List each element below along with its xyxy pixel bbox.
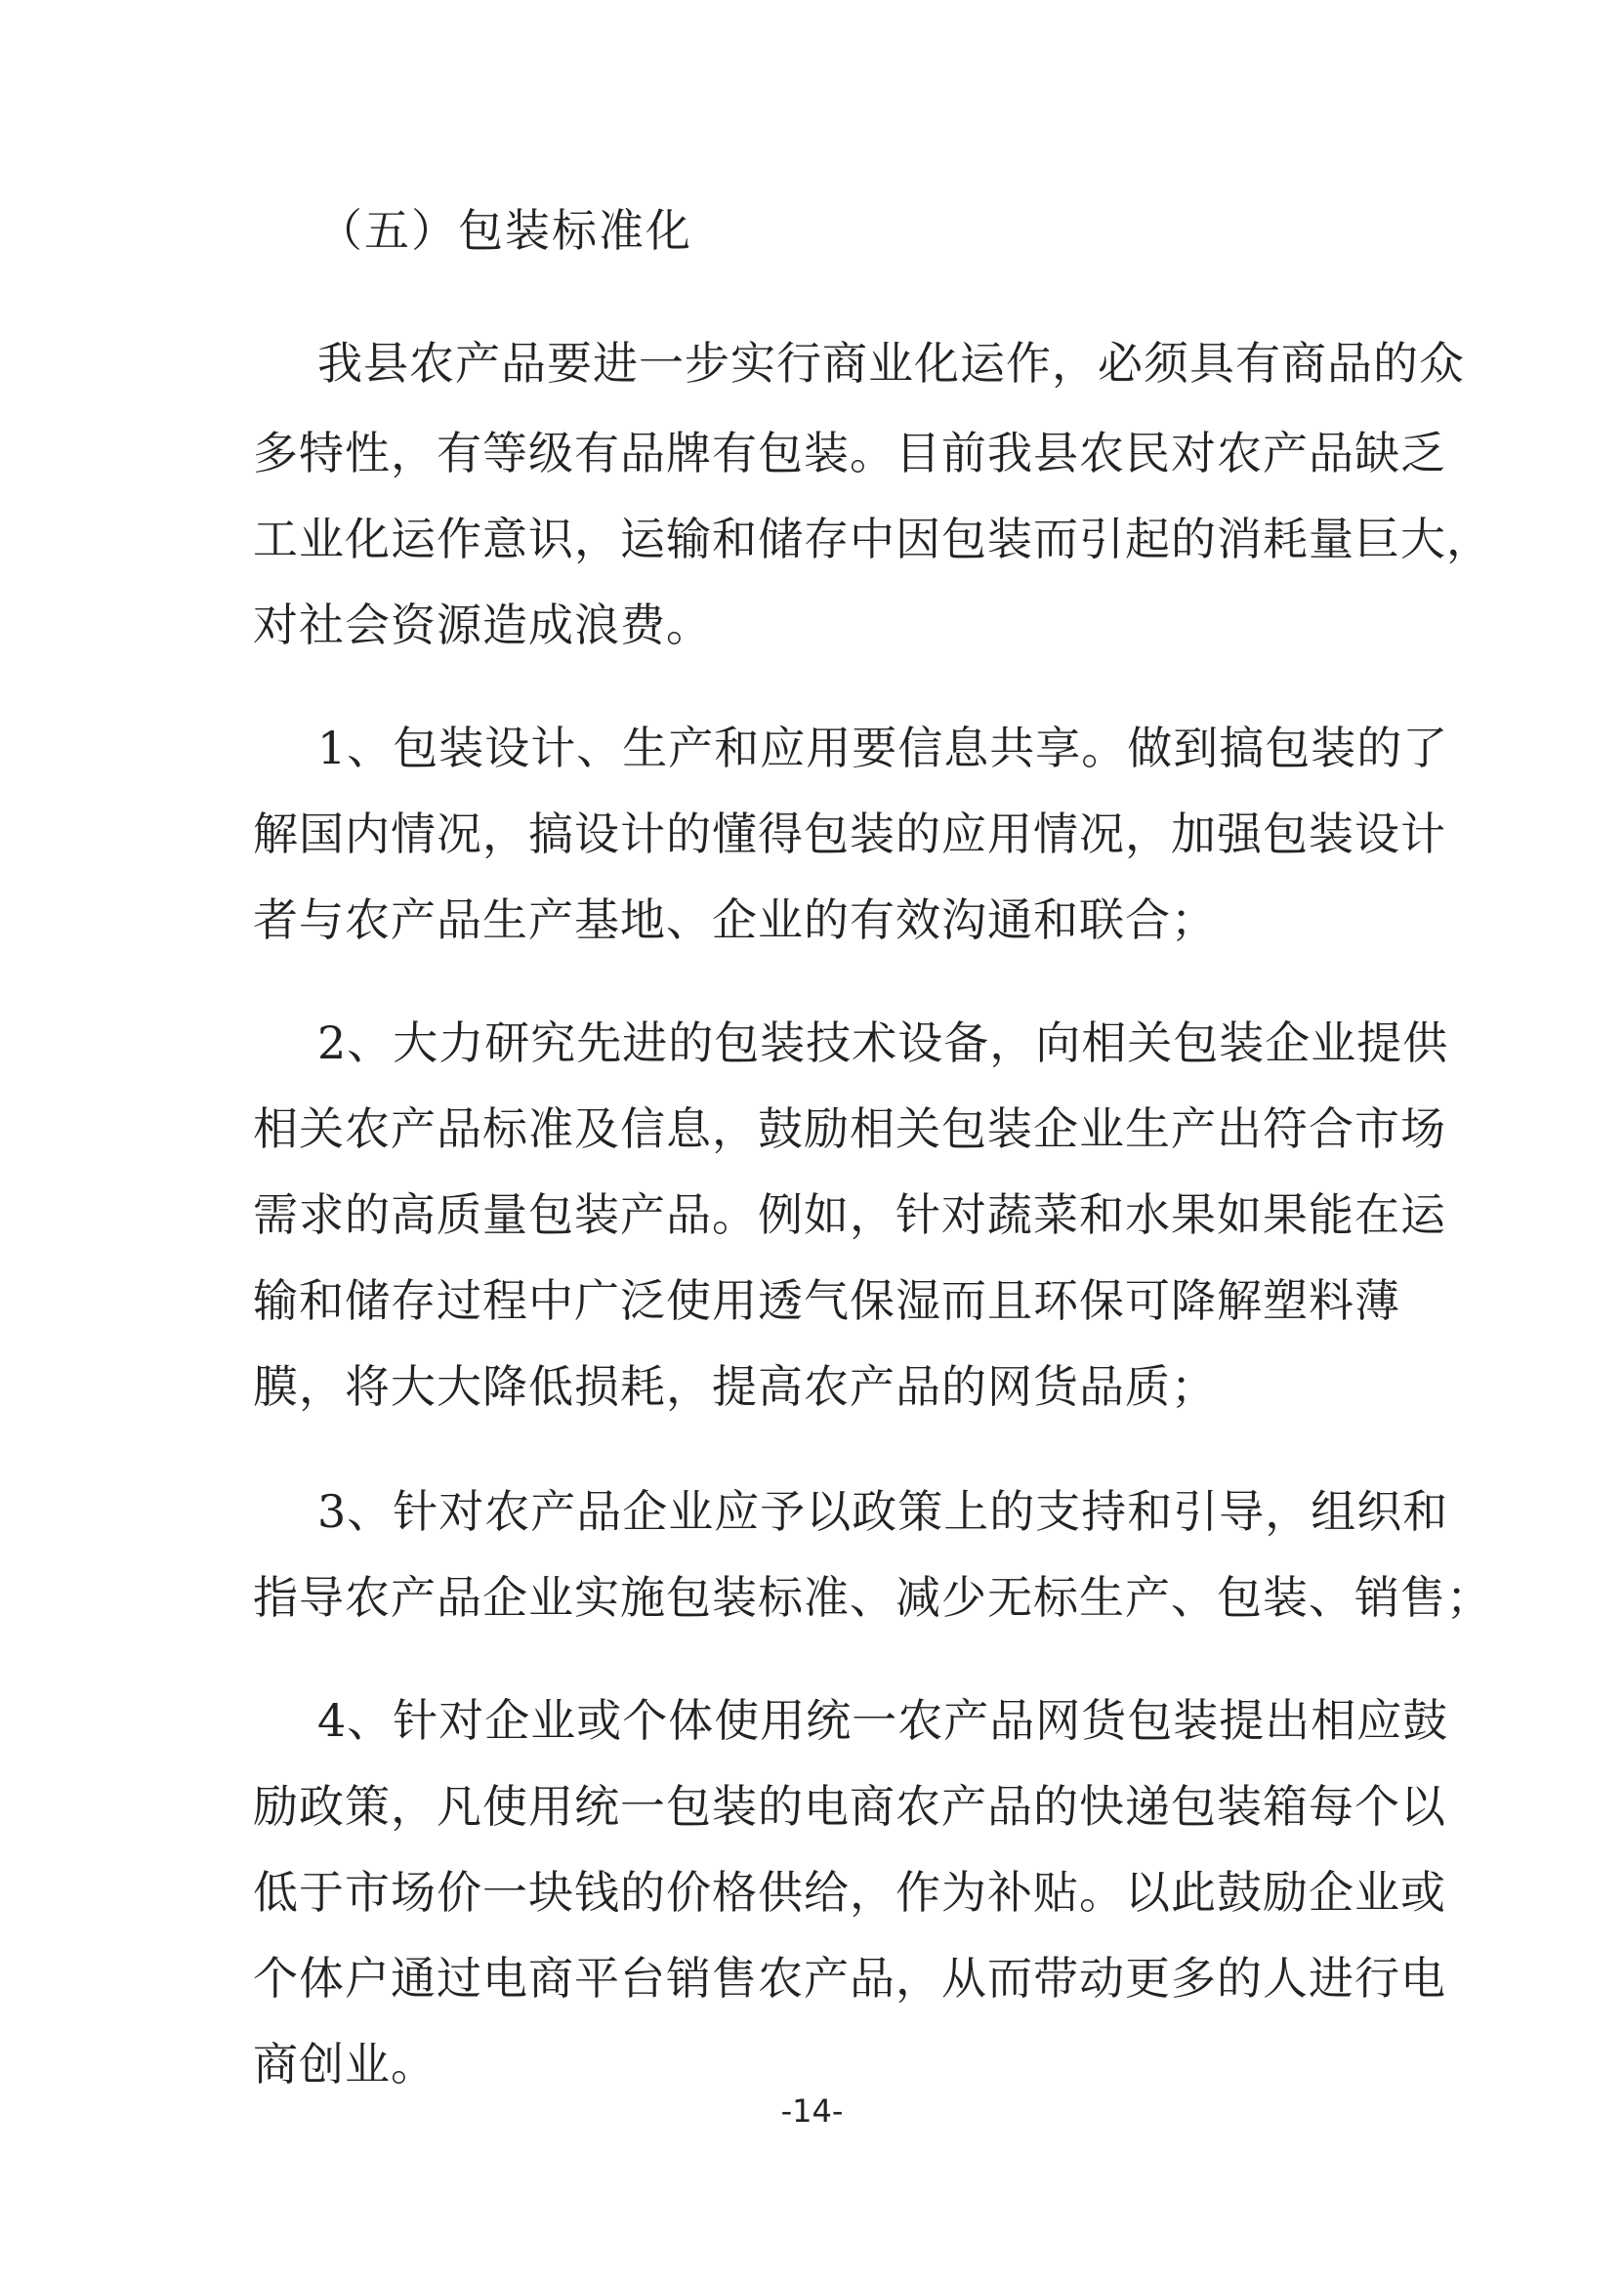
item-1-line-3: 者与农产品生产基地、企业的有效沟通和联合；	[253, 893, 1217, 946]
item-4-line-1: 4、针对企业或个体使用统一农产品网货包装提出相应鼓	[317, 1694, 1449, 1747]
paragraph-1-line-1: 我县农产品要进一步实行商业化运作，必须具有商品的众	[317, 337, 1465, 390]
item-4-line-2: 励政策，凡使用统一包装的电商农产品的快递包装箱每个以	[253, 1780, 1446, 1833]
item-2-line-1: 2、大力研究先进的包装技术设备，向相关包装企业提供	[317, 1016, 1449, 1069]
paragraph-1-line-3: 工业化运作意识，运输和储存中因包装而引起的消耗量巨大，	[253, 513, 1492, 565]
item-1-line-1: 1、包装设计、生产和应用要信息共享。做到搞包装的了	[317, 722, 1449, 774]
item-2-line-3: 需求的高质量包装产品。例如，针对蔬菜和水果如果能在运	[253, 1188, 1446, 1241]
item-2-line-5: 膜，将大大降低损耗，提高农产品的网货品质；	[253, 1360, 1217, 1413]
item-4-line-5: 商创业。	[253, 2038, 437, 2091]
item-1-line-2: 解国内情况，搞设计的懂得包装的应用情况，加强包装设计	[253, 808, 1446, 860]
item-4-line-4: 个体户通过电商平台销售农产品，从而带动更多的人进行电	[253, 1952, 1446, 2005]
page-number: -14-	[780, 2092, 844, 2130]
item-3-line-2: 指导农产品企业实施包装标准、减少无标生产、包装、销售；	[253, 1571, 1492, 1624]
paragraph-1-line-2: 多特性，有等级有品牌有包装。目前我县农民对农产品缺乏	[253, 427, 1446, 479]
item-3-line-1: 3、针对农产品企业应予以政策上的支持和引导，组织和	[317, 1485, 1449, 1538]
item-2-line-4: 输和储存过程中广泛使用透气保湿而且环保可降解塑料薄	[253, 1274, 1400, 1327]
paragraph-1-line-4: 对社会资源造成浪费。	[253, 599, 712, 651]
item-2-line-2: 相关农产品标准及信息，鼓励相关包装企业生产出符合市场	[253, 1102, 1446, 1155]
section-heading: （五）包装标准化	[317, 204, 692, 257]
item-4-line-3: 低于市场价一块钱的价格供给，作为补贴。以此鼓励企业或	[253, 1866, 1446, 1919]
